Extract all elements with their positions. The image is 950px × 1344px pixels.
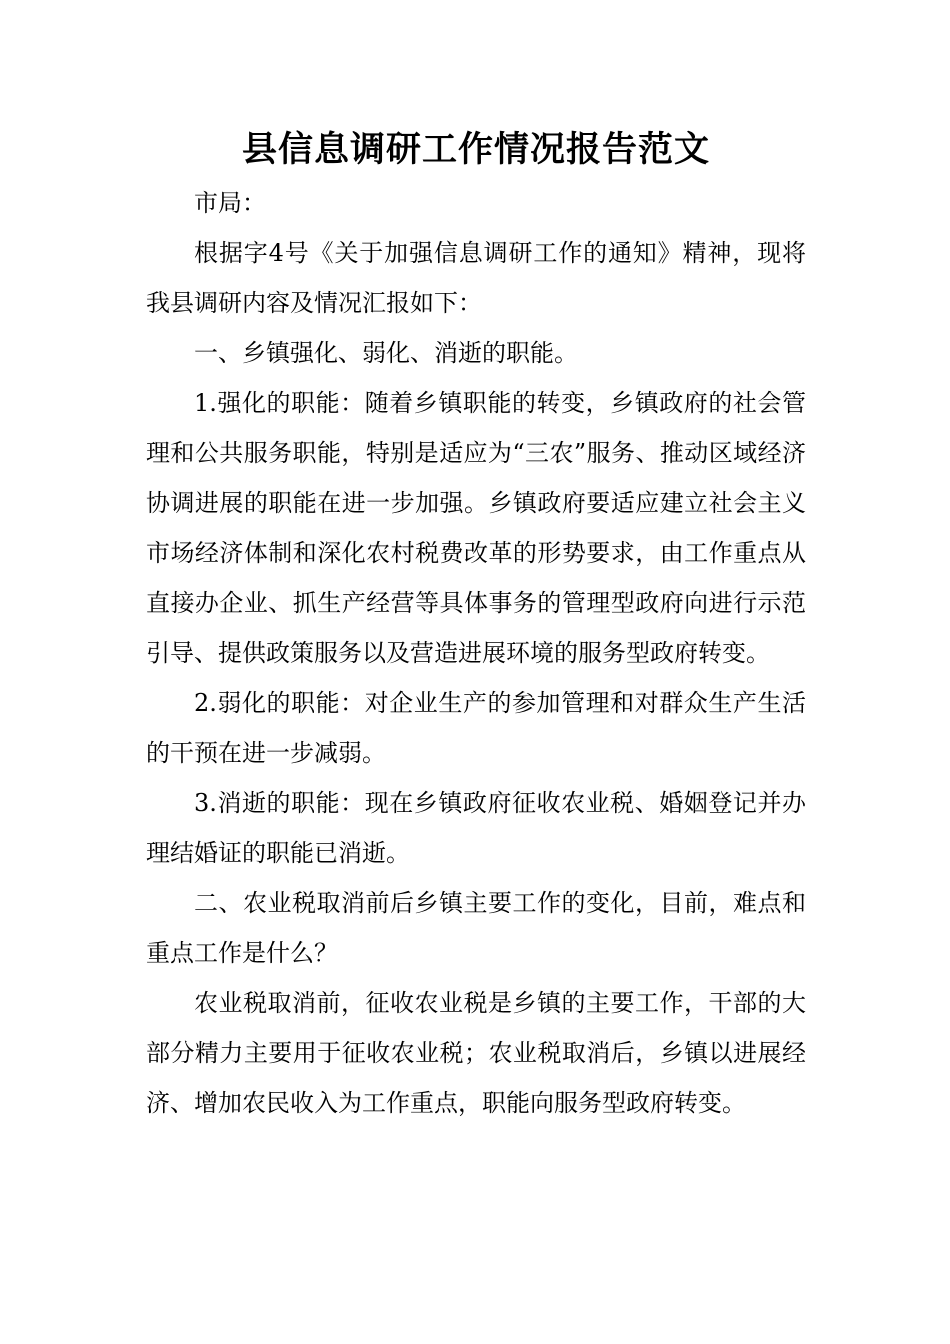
paragraph-weakened-functions: 2.弱化的职能：对企业生产的参加管理和对群众生产生活的干预在进一步减弱。	[146, 689, 806, 767]
salutation: 市局：	[194, 189, 266, 217]
paragraph-eliminated-functions: 3.消逝的职能：现在乡镇政府征收农业税、婚姻登记并办理结婚证的职能已消逝。	[146, 789, 806, 867]
heading-section-2: 二、农业税取消前后乡镇主要工作的变化，目前，难点和重点工作是什么？	[146, 889, 806, 967]
document-page	[146, 122, 806, 1128]
paragraph-strengthened-functions: 1.强化的职能：随着乡镇职能的转变，乡镇政府的社会管理和公共服务职能，特别是适应为“三农”服务、推动区域经济协调进展的职能在进一步加强。乡镇政府要适应建立社会主义市场经济体制和深化农村税费改革的形势要求，由工作重点从直接办企业、抓生产经营等具体事务的管理型政府向进行示范引导、提供政策服务以及营造进展环境的服务型政府转变。	[146, 389, 806, 667]
paragraph-intro: 根据字4号《关于加强信息调研工作的通知》精神，现将我县调研内容及情况汇报如下：	[146, 239, 806, 317]
heading-section-1: 一、乡镇强化、弱化、消逝的职能。	[194, 339, 578, 367]
document-title: 县信息调研工作情况报告范文	[241, 130, 710, 170]
paragraph-tax-change: 农业税取消前，征收农业税是乡镇的主要工作，干部的大部分精力主要用于征收农业税；农业税取消后，乡镇以进展经济、增加农民收入为工作重点，职能向服务型政府转变。	[146, 989, 806, 1117]
